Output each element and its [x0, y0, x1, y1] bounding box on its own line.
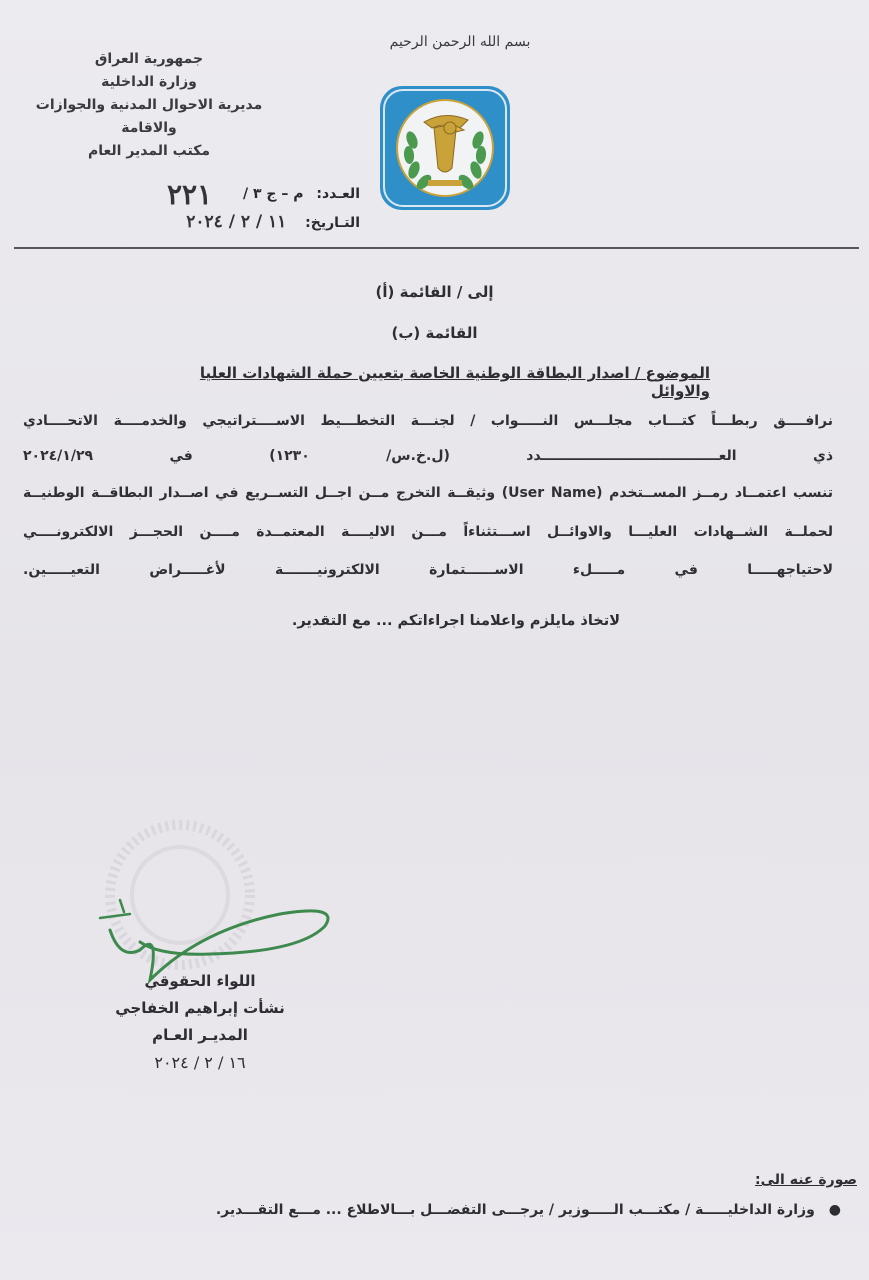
authority-line-country: جمهورية العراق — [94, 51, 204, 67]
reference-number-row — [60, 172, 360, 211]
closing-line: لاتخاذ مايلزم واعلامنا اجراءاتكم ... مع التقدير. — [291, 613, 620, 629]
body-line-5: لاحتياجهـــــا في مـــــلء الاســــــتمارة الالكترونيـــــــة لأغـــــراض التعيـــــين. — [23, 562, 833, 578]
signatory-title: المديـر العـام — [152, 1026, 248, 1044]
authority-header — [9, 48, 289, 163]
bullet-icon: ● — [828, 1202, 841, 1218]
cc-item-text: وزارة الداخليـــــة / مكتـــب الـــــوزير / يرجـــى التفضـــل بـــالاطلاع ... مـــع التقـــدير. — [215, 1202, 815, 1218]
number-label: العـدد: — [316, 186, 360, 202]
body-line-4: لحملــة الشــهادات العليـــا والاوائــل اســـتثناءاً مـــن الاليــــة المعتمــدة مــــن الحجـــز الالكترونــــي — [23, 524, 833, 540]
signatory-rank: اللواء الحقوقي — [144, 972, 256, 990]
bismillah: بسم الله الرحمن الرحيم — [389, 34, 531, 50]
body-line-1: نرافــــق ربطـــاً كتـــاب مجلـــس النـــــواب / لجنـــة التخطـــيط الاســــتراتيجي والخدمــــة الاتحــــادي — [23, 413, 833, 429]
authority-line-directorate: مديرية الاحوال المدنية والجوازات والاقامة — [35, 97, 263, 136]
addressee-list-a: إلى / القائمة (أ) — [375, 283, 494, 301]
cc-list-item — [15, 1202, 841, 1218]
date-handwritten: ١١ / ٢ / ٢٠٢٤ — [186, 212, 287, 232]
authority-line-ministry: وزارة الداخلية — [101, 74, 197, 90]
date-label: التـاريخ: — [305, 215, 360, 231]
authority-line-office: مكتب المدير العام — [87, 143, 211, 159]
date-row — [60, 212, 360, 232]
signature-date-handwritten: ١٦ / ٢ / ٢٠٢٤ — [154, 1053, 246, 1072]
body-line-3: تنسب اعتمــاد رمــز المســتخدم (User Name) وثيقــة التخرج مــن اجــل التســريع في اصــدار البطاقــة الوطنيــة — [23, 485, 833, 501]
number-handwritten: ٢٢١ — [166, 178, 213, 211]
cc-title: صورة عنه الى: — [755, 1172, 857, 1188]
signature-block — [80, 968, 320, 1076]
body-line-2: ذي العـــــــــــــــــــــــــــــــــــــدد (ل.خ.س/ ١٢٣٠) في ٢٠٢٤/١/٢٩ — [23, 448, 833, 464]
emblem-icon — [372, 80, 518, 216]
number-printed: م – ج ٣ / — [242, 186, 304, 202]
header-divider — [14, 247, 859, 249]
addressee-list-b: القائمة (ب) — [391, 324, 478, 342]
subject-line: الموضوع / اصدار البطاقة الوطنية الخاصة بتعيين حملة الشهادات العليا والاوائل — [199, 364, 710, 400]
signatory-name: نشأت إبراهيم الخفاجي — [115, 999, 285, 1017]
